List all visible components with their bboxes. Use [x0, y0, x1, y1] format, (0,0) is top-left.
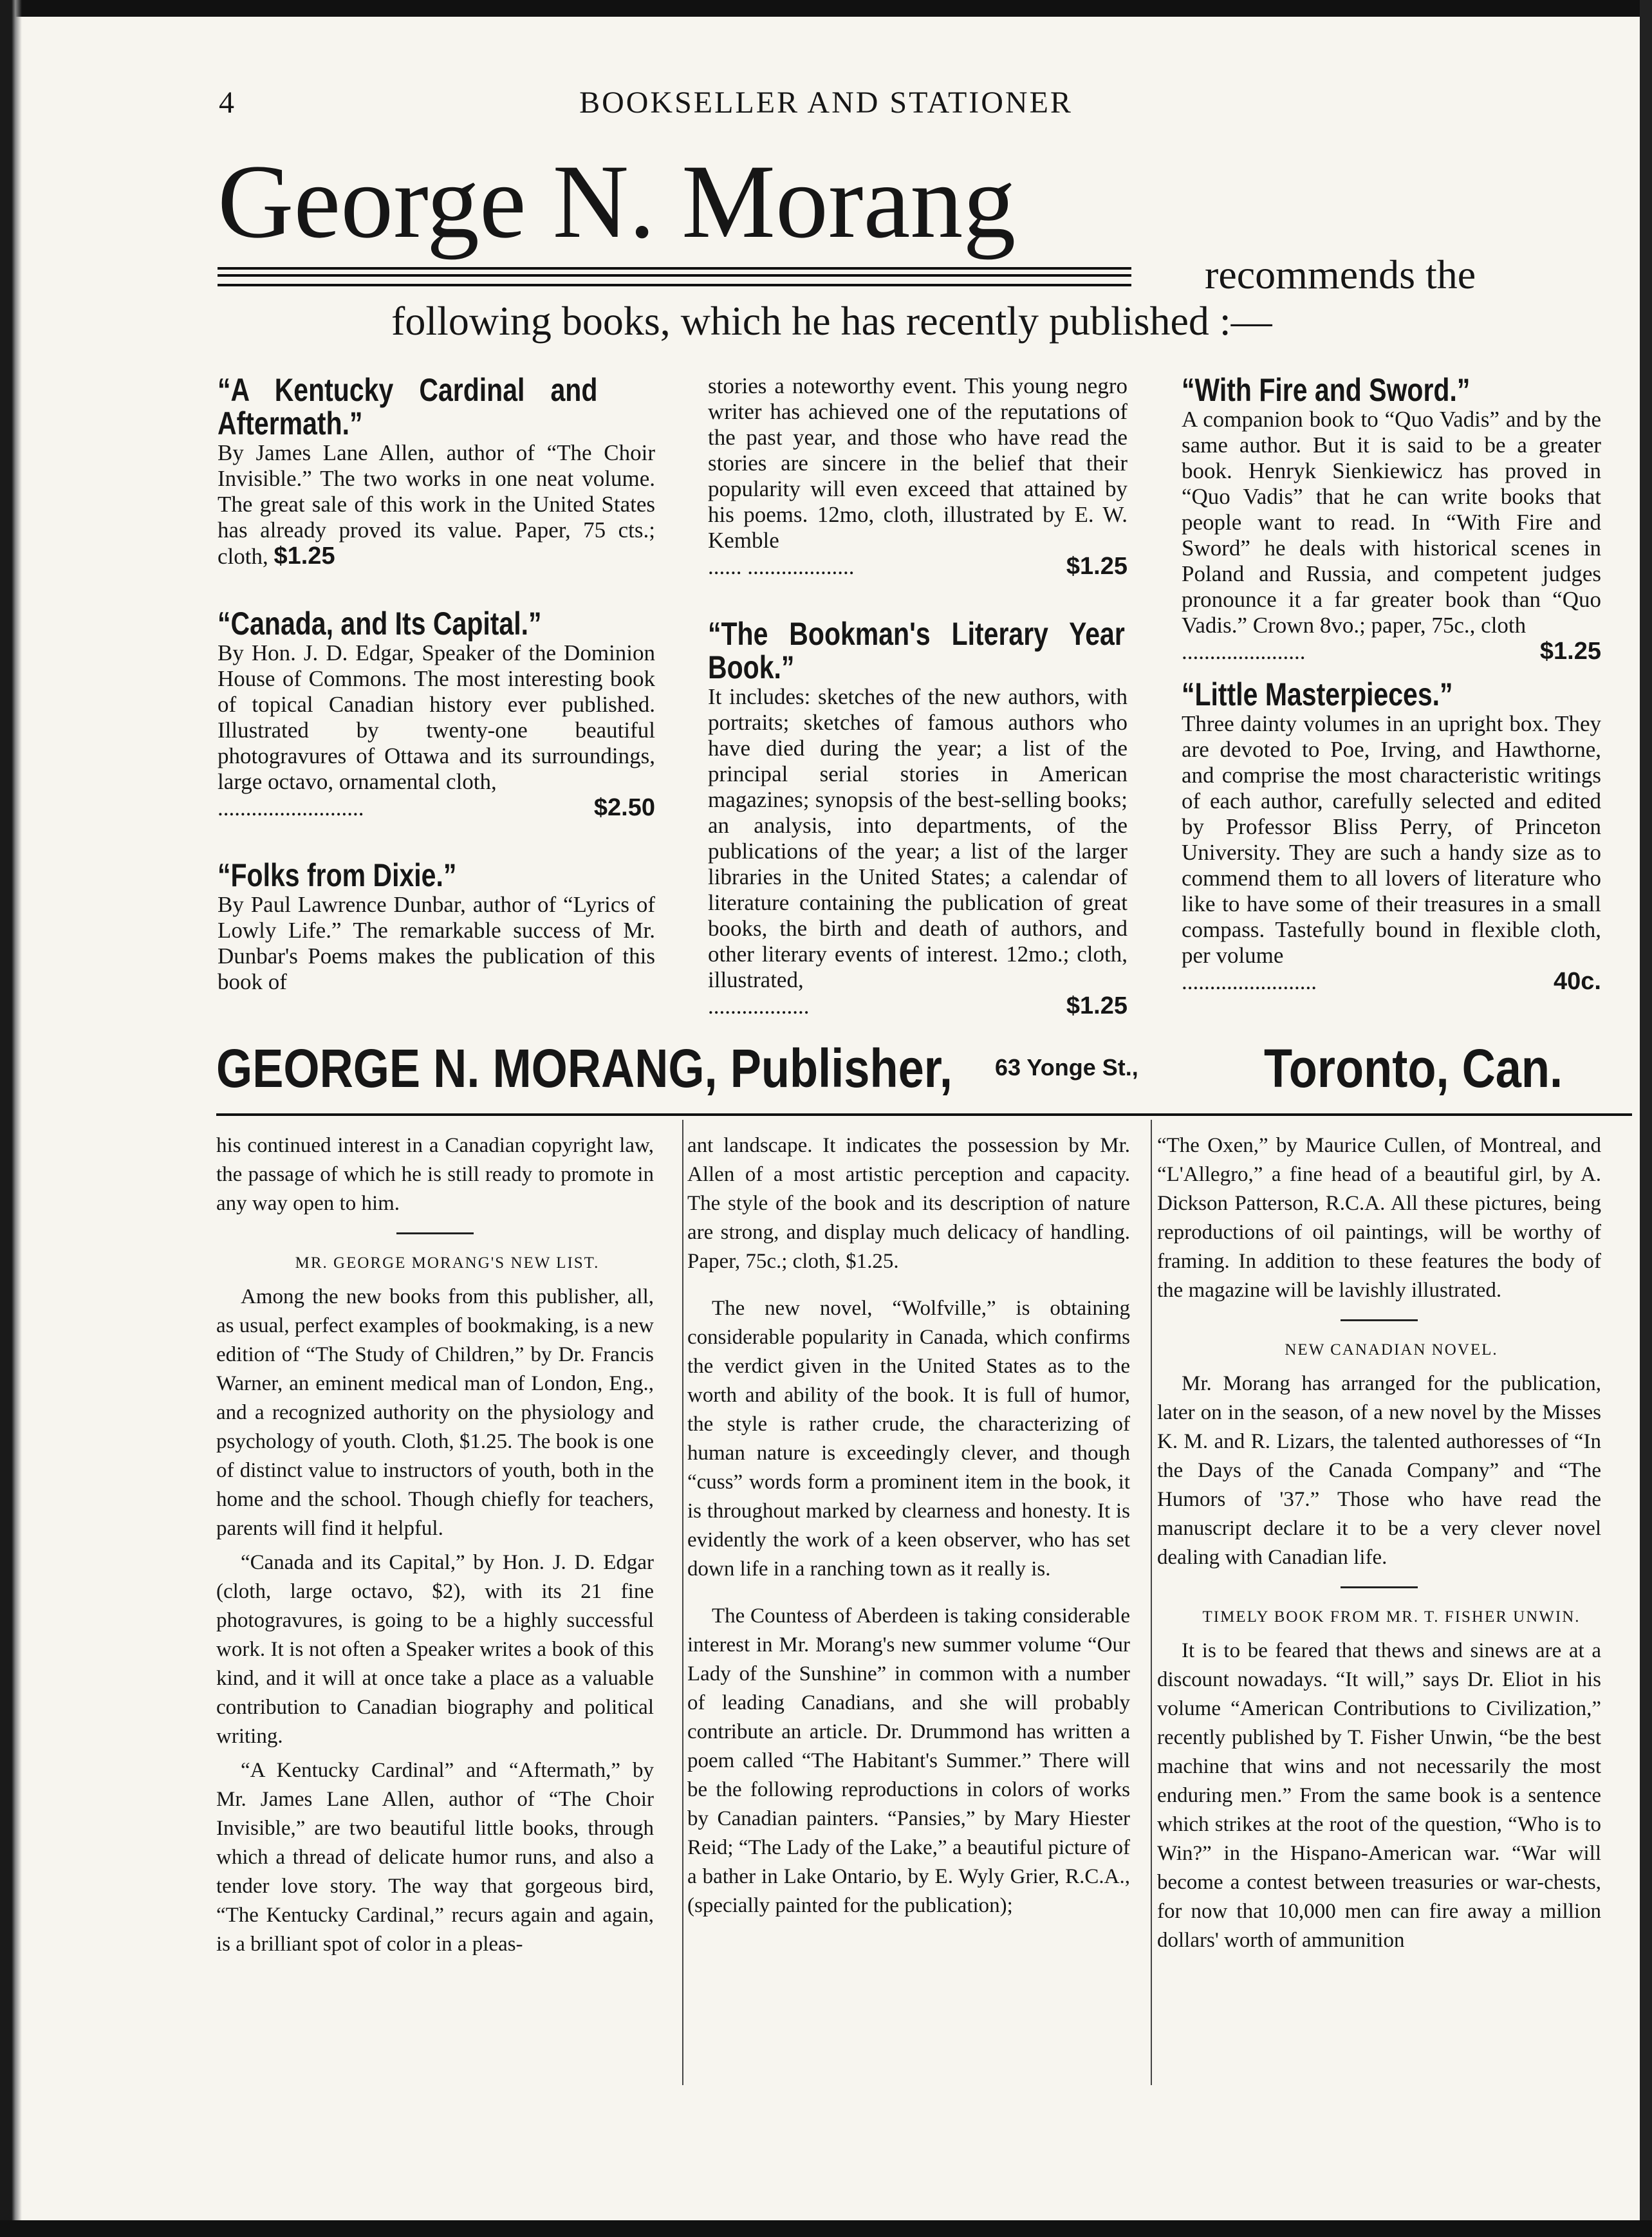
headline-double-rule: [218, 267, 1131, 286]
advert-bottom-rule: [216, 1113, 1632, 1116]
article-column-1: [216, 1131, 654, 1964]
advert-column-1: [218, 373, 655, 1032]
book-description: By James Lane Allen, author of “The Choir Invisible.” The two works in one neat volume. The great sale of this work in the United States has already proved its value. Paper, 75 cts.; cloth,: [218, 440, 655, 569]
section-rule: [1341, 1586, 1418, 1588]
article-paragraph: Mr. Morang has arranged for the publication, later on in the season, of a new novel by the Misses K. M. and R. Lizars, the talented authoresses of “In the Days of the Canada Company” and “The Humors of '37.” Those who have read the manuscript declare it to be a very clever novel dealing with Canadian life.: [1157, 1372, 1601, 1569]
publisher-address: 63 Yonge St.,: [995, 1054, 1138, 1081]
article-paragraph: “A Kentucky Cardinal” and “Aftermath,” by Mr. James Lane Allen, author of “The Choir Invisible,” are two beautiful little books, through which a thread of delicate humor runs, and also a tender love story. The way that gorgeous bird, “The Kentucky Cardinal,” recurs again and again, is a brilliant spot of color in a pleas-: [216, 1759, 654, 1956]
book-title: “With Fire and Sword.”: [1182, 372, 1471, 408]
advert-book-little-masterpieces: [1182, 678, 1601, 995]
advert-book-bookman-year-book: [708, 617, 1128, 1019]
leader-dots: ..................: [708, 994, 810, 1019]
article-paragraph: It is to be feared that thews and sinews are at a discount nowadays. “It will,” says Dr. Eliot in his volume “American Contributions to Civilization,” recently published by T. Fisher Unwin, “be the best machine that wins and not necessarily the most enduring men.” From the same book is a sentence which strikes at the root of the question, “Who is to Win?” in the Hispano-American war. “War will become a contest between treasuries or war-chests, for now that 10,000 men can fire away a million dollars' worth of ammunition: [1157, 1639, 1601, 1952]
leader-dots: ..........................: [218, 795, 364, 821]
book-price: $1.25: [1066, 992, 1128, 1019]
article-paragraph: The Countess of Aberdeen is taking considerable interest in Mr. Morang's new summer volume “Our Lady of the Sunshine” in common with a number of leading Canadians, and she will probably contribute an article. Dr. Drummond has written a poem called “The Habitant's Summer.” There will be the following reproductions in colors of works by Canadian painters. “Pansies,” by Mary Hiester Reid; “The Lady of the Lake,” a beautiful picture of a bather in Lake Ontario, by E. Wyly Grier, R.C.A., (specially painted for the publication);: [687, 1604, 1130, 1917]
column-divider: [1151, 1120, 1152, 2085]
scan-edge-right: [1640, 0, 1652, 2237]
article-paragraph: “The Oxen,” by Maurice Cullen, of Montreal, and “L'Allegro,” a fine head of a beautiful girl, by A. Dickson Patterson, R.C.A. All these pictures, being reproductions of oil paintings, will be worthy of framing. In addition to these features the body of the magazine will be lavishly illustrated.: [1157, 1134, 1601, 1302]
book-description: Three dainty volumes in an upright box. They are devoted to Poe, Irving, and Hawthorne, and comprise the most characteristic writings of each author, carefully selected and edited by Professor Bliss Perry, of Princeton University. They are such a handy size as to commend them to all lovers of literature who like to have some of their treasures in a small compass. Tastefully bound in flexible cloth, per volume: [1182, 711, 1601, 968]
article-paragraph: ant landscape. It indicates the possession by Mr. Allen of a most artistic perception and capacity. The style of the book and its description of nature are strong, and display much delicacy of handling. Paper, 75c.; cloth, $1.25.: [687, 1134, 1130, 1273]
scan-edge-bottom: [0, 2220, 1652, 2237]
book-title: “Little Masterpieces.”: [1182, 676, 1453, 712]
book-price: $1.25: [1066, 553, 1128, 580]
book-title: “The Bookman's Literary Year Book.”: [708, 616, 1125, 685]
book-price: 40c.: [1554, 968, 1601, 995]
leader-dots: ........................: [1182, 969, 1317, 994]
publisher-city: Toronto, Can.: [1264, 1038, 1563, 1099]
section-heading: MR. GEORGE MORANG'S NEW LIST.: [295, 1254, 600, 1272]
book-description: stories a noteworthy event. This young negro writer has achieved one of the reputations of the past year, and those who have read the stories are sincere in the belief that their popularity will even exceed that attained by his poems. 12mo, cloth, illustrated by E. W. Kemble: [708, 373, 1128, 553]
book-price: $1.25: [274, 543, 335, 570]
book-description: It includes: sketches of the new authors, with portraits; sketches of famous authors who have died during the year; a list of the principal serial stories in American magazines; synopsis of the best-selling books; an analysis, into departments, of the publications of the year; a list of the larger libraries in the United States; a calendar of literature containing the publication of great books, the birth and death of authors, and other literary events of interest. 12mo.; cloth, illustrated,: [708, 684, 1128, 992]
page-number: 4: [219, 86, 234, 120]
book-description: A companion book to “Quo Vadis” and by the same author. But it is said to be a greater book. Henryk Sienkiewicz has proved in “Quo Vadis” that he can write books that people want to read. In “With Fire and Sword” he deals with historical scenes in Poland and Russia, and competent judges pronounce it a far greater book than “Quo Vadis.” Crown 8vo.; paper, 75c., cloth: [1182, 407, 1601, 638]
article-column-3: [1157, 1131, 1601, 1960]
section-rule: [1341, 1319, 1418, 1321]
advert-book-fire-sword: [1182, 373, 1601, 665]
book-description: By Paul Lawrence Dunbar, author of “Lyrics of Lowly Life.” The remarkable success of Mr. Dunbar's Poems makes the publication of this book of: [218, 892, 655, 994]
leader-dots: ......................: [1182, 639, 1306, 664]
advert-column-3: [1182, 373, 1601, 1032]
section-rule: [396, 1232, 474, 1234]
advert-book-canada-capital: [218, 607, 655, 821]
advert-tagline-2: following books, which he has recently published :—: [391, 298, 1272, 344]
book-price: $2.50: [593, 794, 655, 821]
publisher-imprint: [216, 1037, 1632, 1099]
book-title: “Folks from Dixie.”: [218, 857, 457, 893]
book-description: By Hon. J. D. Edgar, Speaker of the Dominion House of Commons. The most interesting book of topical Canadian history ever published. Illustrated by twenty-one beautiful photogravures of Ottawa and its surroundings, large octavo, ornamental cloth,: [218, 640, 655, 794]
book-price: $1.25: [1539, 638, 1601, 665]
publisher-name: GEORGE N. MORANG, Publisher,: [216, 1038, 952, 1099]
column-divider: [682, 1120, 683, 2085]
article-paragraph: Among the new books from this publisher, all, as usual, perfect examples of bookmaking, is a new edition of “The Study of Children,” by Dr. Francis Warner, an eminent medical man of London, Eng., and a recognized authority on the physiology and psychology of youth. Cloth, $1.25. The book is one of distinct value to instructors of youth, both in the home and the school. Though chiefly for teachers, parents will find it helpful.: [216, 1285, 654, 1540]
advert-headline: George N. Morang: [218, 144, 1016, 260]
scan-edge-top: [0, 0, 1652, 17]
book-title: “A Kentucky Cardinal and Aftermath.”: [218, 372, 598, 441]
article-paragraph: “Canada and its Capital,” by Hon. J. D. Edgar (cloth, large octavo, $2), with its 21 fine photogravures, is going to be a highly successful work. It is not often a Speaker writes a book of this kind, and it will at once take a place as a valuable contribution to Canadian biography and political writing.: [216, 1551, 654, 1748]
leader-dots: ...... ...................: [708, 554, 855, 579]
advert-tagline-1: recommends the: [1205, 252, 1476, 297]
scan-edge-left: [0, 0, 22, 2237]
advert-book-folks-dixie-continued: [708, 373, 1128, 580]
section-heading: TIMELY BOOK FROM MR. T. FISHER UNWIN.: [1202, 1608, 1581, 1626]
running-title: BOOKSELLER AND STATIONER: [579, 86, 1073, 120]
advert-book-kentucky-cardinal: [218, 373, 655, 570]
article-paragraph: his continued interest in a Canadian copyright law, the passage of which he is still ready to promote in any way open to him.: [216, 1134, 654, 1215]
book-title: “Canada, and Its Capital.”: [218, 606, 542, 642]
article-paragraph: The new novel, “Wolfville,” is obtaining considerable popularity in Canada, which confirms the verdict given in the United States as to the worth and ability of the book. It is full of humor, the style is rather crude, the characterizing of human nature is exceedingly clever, and though “cuss” words form a prominent item in the book, it is throughout marked by clearness and honesty. It is evidently the work of a keen observer, who has set down life in a ranching town as it really is.: [687, 1297, 1130, 1581]
advert-column-2: [708, 373, 1128, 1057]
advert-book-folks-dixie: [218, 859, 655, 995]
section-heading: NEW CANADIAN NOVEL.: [1285, 1341, 1498, 1359]
article-column-2: [687, 1131, 1130, 1926]
